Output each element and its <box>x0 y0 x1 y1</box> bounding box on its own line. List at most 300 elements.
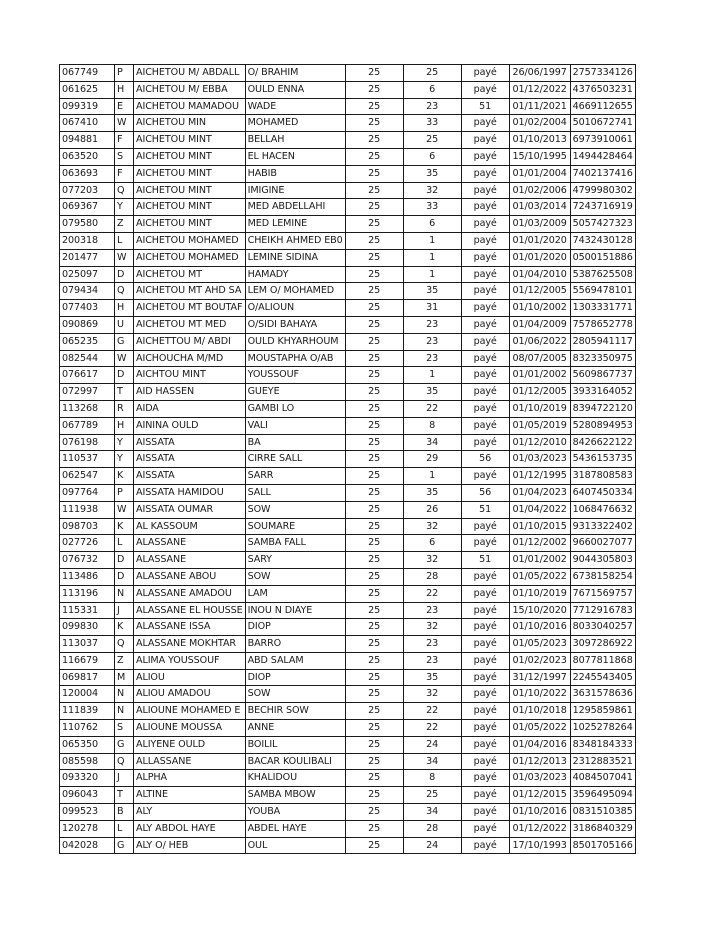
cell-class-letter: J <box>115 770 134 787</box>
table-row <box>60 216 636 233</box>
cell-date: 01/10/2019 <box>509 400 570 417</box>
cell-class-letter: Q <box>115 753 134 770</box>
cell-last-name: LEM O/ MOHAMED <box>245 283 345 300</box>
cell-id: 201477 <box>60 249 115 266</box>
cell-last-name: MOHAMED <box>245 115 345 132</box>
cell-first-name: AISSATA HAMIDOU <box>134 484 246 501</box>
cell-date: 01/05/2023 <box>509 636 570 653</box>
cell-value-2: 1 <box>403 468 461 485</box>
cell-last-name: OULD KHYARHOUM <box>245 333 345 350</box>
cell-class-letter: T <box>115 384 134 401</box>
cell-value-1: 25 <box>345 820 403 837</box>
cell-id: 093320 <box>60 770 115 787</box>
cell-date: 01/03/2023 <box>509 770 570 787</box>
cell-date: 01/05/2022 <box>509 720 570 737</box>
cell-status: payé <box>461 787 509 804</box>
cell-value-1: 25 <box>345 249 403 266</box>
cell-value-1: 25 <box>345 367 403 384</box>
cell-last-name: BECHIR SOW <box>245 703 345 720</box>
cell-last-name: YOUBA <box>245 804 345 821</box>
cell-last-name: DIOP <box>245 669 345 686</box>
cell-date: 15/10/2020 <box>509 602 570 619</box>
cell-class-letter: K <box>115 468 134 485</box>
cell-date: 01/10/2018 <box>509 703 570 720</box>
cell-value-1: 25 <box>345 602 403 619</box>
cell-number: 4376503231 <box>570 81 635 98</box>
cell-last-name: EL HACEN <box>245 148 345 165</box>
cell-status: payé <box>461 468 509 485</box>
table-row <box>60 333 636 350</box>
records-table <box>59 64 636 854</box>
cell-number: 5436153735 <box>570 451 635 468</box>
cell-value-2: 23 <box>403 333 461 350</box>
cell-value-2: 34 <box>403 804 461 821</box>
cell-value-1: 25 <box>345 434 403 451</box>
cell-status: payé <box>461 770 509 787</box>
cell-value-2: 35 <box>403 384 461 401</box>
cell-status: 51 <box>461 552 509 569</box>
cell-last-name: LEMINE SIDINA <box>245 249 345 266</box>
cell-value-1: 25 <box>345 132 403 149</box>
cell-id: 111938 <box>60 501 115 518</box>
cell-value-1: 25 <box>345 770 403 787</box>
cell-class-letter: U <box>115 316 134 333</box>
cell-date: 01/04/2022 <box>509 501 570 518</box>
cell-value-2: 22 <box>403 720 461 737</box>
cell-number: 5010672741 <box>570 115 635 132</box>
cell-last-name: OUL <box>245 837 345 854</box>
cell-date: 01/12/2010 <box>509 434 570 451</box>
cell-first-name: AL KASSOUM <box>134 518 246 535</box>
cell-value-1: 25 <box>345 316 403 333</box>
cell-id: 069367 <box>60 199 115 216</box>
cell-id: 062547 <box>60 468 115 485</box>
cell-class-letter: G <box>115 333 134 350</box>
cell-date: 01/02/2023 <box>509 652 570 669</box>
cell-status: payé <box>461 115 509 132</box>
cell-class-letter: F <box>115 132 134 149</box>
cell-number: 3596495094 <box>570 787 635 804</box>
cell-number: 7402137416 <box>570 165 635 182</box>
cell-first-name: ALIYENE OULD <box>134 736 246 753</box>
table-row <box>60 417 636 434</box>
cell-last-name: ABD SALAM <box>245 652 345 669</box>
cell-status: payé <box>461 249 509 266</box>
cell-value-1: 25 <box>345 115 403 132</box>
cell-id: 067749 <box>60 65 115 82</box>
cell-value-1: 25 <box>345 148 403 165</box>
cell-value-2: 22 <box>403 585 461 602</box>
cell-first-name: AICHETOU MINT <box>134 216 246 233</box>
cell-class-letter: N <box>115 703 134 720</box>
cell-value-2: 35 <box>403 669 461 686</box>
cell-id: 116679 <box>60 652 115 669</box>
cell-last-name: BARRO <box>245 636 345 653</box>
table-row <box>60 451 636 468</box>
cell-last-name: LAM <box>245 585 345 602</box>
cell-status: payé <box>461 568 509 585</box>
cell-first-name: AICHOUCHA M/MD <box>134 350 246 367</box>
cell-value-1: 25 <box>345 65 403 82</box>
cell-first-name: AISSATA <box>134 468 246 485</box>
table-row <box>60 703 636 720</box>
cell-last-name: SAMBA FALL <box>245 535 345 552</box>
cell-date: 01/12/2002 <box>509 535 570 552</box>
cell-value-2: 6 <box>403 535 461 552</box>
cell-id: 110537 <box>60 451 115 468</box>
cell-class-letter: J <box>115 602 134 619</box>
cell-date: 01/11/2021 <box>509 98 570 115</box>
cell-last-name: VALI <box>245 417 345 434</box>
table-row <box>60 636 636 653</box>
cell-status: 56 <box>461 451 509 468</box>
cell-class-letter: L <box>115 535 134 552</box>
table-row <box>60 232 636 249</box>
cell-first-name: AICHETOU MINT <box>134 182 246 199</box>
cell-id: 082544 <box>60 350 115 367</box>
cell-class-letter: W <box>115 350 134 367</box>
cell-value-2: 1 <box>403 266 461 283</box>
table-row <box>60 568 636 585</box>
cell-value-2: 23 <box>403 652 461 669</box>
cell-status: payé <box>461 65 509 82</box>
cell-last-name: MOUSTAPHA O/AB <box>245 350 345 367</box>
cell-date: 01/12/2022 <box>509 820 570 837</box>
cell-value-1: 25 <box>345 484 403 501</box>
cell-date: 01/12/2005 <box>509 283 570 300</box>
cell-id: 076732 <box>60 552 115 569</box>
cell-number: 0500151886 <box>570 249 635 266</box>
cell-class-letter: D <box>115 568 134 585</box>
cell-number: 6973910061 <box>570 132 635 149</box>
cell-first-name: ALIOUNE MOUSSA <box>134 720 246 737</box>
cell-number: 4799980302 <box>570 182 635 199</box>
cell-value-1: 25 <box>345 652 403 669</box>
cell-date: 01/12/2013 <box>509 753 570 770</box>
cell-class-letter: Q <box>115 636 134 653</box>
cell-status: payé <box>461 837 509 854</box>
cell-status: payé <box>461 350 509 367</box>
cell-first-name: AIDA <box>134 400 246 417</box>
cell-date: 15/10/1995 <box>509 148 570 165</box>
cell-value-1: 25 <box>345 283 403 300</box>
cell-status: payé <box>461 585 509 602</box>
cell-value-2: 23 <box>403 316 461 333</box>
cell-value-2: 8 <box>403 770 461 787</box>
cell-class-letter: Q <box>115 283 134 300</box>
cell-class-letter: H <box>115 417 134 434</box>
cell-id: 099830 <box>60 619 115 636</box>
cell-first-name: AICHETOU MINT <box>134 165 246 182</box>
cell-last-name: SAMBA MBOW <box>245 787 345 804</box>
table-row <box>60 652 636 669</box>
cell-number: 7712916783 <box>570 602 635 619</box>
table-row <box>60 316 636 333</box>
cell-value-2: 34 <box>403 753 461 770</box>
cell-value-2: 1 <box>403 367 461 384</box>
cell-id: 077203 <box>60 182 115 199</box>
cell-id: 076198 <box>60 434 115 451</box>
cell-value-1: 25 <box>345 451 403 468</box>
cell-id: 113196 <box>60 585 115 602</box>
cell-last-name: SALL <box>245 484 345 501</box>
cell-value-1: 25 <box>345 753 403 770</box>
cell-value-1: 25 <box>345 501 403 518</box>
cell-value-1: 25 <box>345 535 403 552</box>
cell-class-letter: Y <box>115 199 134 216</box>
cell-date: 01/01/2002 <box>509 552 570 569</box>
cell-status: payé <box>461 535 509 552</box>
table-row <box>60 820 636 837</box>
cell-value-2: 26 <box>403 501 461 518</box>
cell-date: 01/04/2010 <box>509 266 570 283</box>
cell-value-2: 31 <box>403 300 461 317</box>
cell-first-name: ALASSANE ABOU <box>134 568 246 585</box>
cell-number: 8348184333 <box>570 736 635 753</box>
cell-status: payé <box>461 81 509 98</box>
cell-date: 01/03/2009 <box>509 216 570 233</box>
cell-first-name: AID HASSEN <box>134 384 246 401</box>
cell-class-letter: L <box>115 232 134 249</box>
cell-number: 1025278264 <box>570 720 635 737</box>
cell-value-2: 34 <box>403 434 461 451</box>
cell-value-2: 32 <box>403 619 461 636</box>
cell-status: payé <box>461 165 509 182</box>
cell-date: 01/10/2019 <box>509 585 570 602</box>
cell-class-letter: D <box>115 266 134 283</box>
cell-first-name: AICHETOU MINT <box>134 148 246 165</box>
cell-date: 01/01/2002 <box>509 367 570 384</box>
cell-status: payé <box>461 736 509 753</box>
cell-number: 2245543405 <box>570 669 635 686</box>
cell-number: 2805941117 <box>570 333 635 350</box>
cell-last-name: BACAR KOULIBALI <box>245 753 345 770</box>
cell-number: 3097286922 <box>570 636 635 653</box>
cell-last-name: CHEIKH AHMED EB0 <box>245 232 345 249</box>
cell-first-name: ALTINE <box>134 787 246 804</box>
cell-value-1: 25 <box>345 384 403 401</box>
cell-value-1: 25 <box>345 98 403 115</box>
cell-class-letter: P <box>115 65 134 82</box>
cell-first-name: AICHETOU MAMADOU <box>134 98 246 115</box>
cell-value-2: 25 <box>403 787 461 804</box>
cell-value-1: 25 <box>345 619 403 636</box>
cell-value-1: 25 <box>345 417 403 434</box>
cell-date: 01/05/2019 <box>509 417 570 434</box>
cell-value-2: 24 <box>403 837 461 854</box>
cell-last-name: SOW <box>245 501 345 518</box>
cell-first-name: AICHETOU MIN <box>134 115 246 132</box>
cell-id: 098703 <box>60 518 115 535</box>
cell-number: 3933164052 <box>570 384 635 401</box>
cell-id: 072997 <box>60 384 115 401</box>
cell-class-letter: D <box>115 552 134 569</box>
table-row <box>60 837 636 854</box>
cell-first-name: ALIOUNE MOHAMED E <box>134 703 246 720</box>
cell-date: 01/05/2022 <box>509 568 570 585</box>
table-row <box>60 602 636 619</box>
cell-status: payé <box>461 232 509 249</box>
cell-status: payé <box>461 333 509 350</box>
cell-number: 8323350975 <box>570 350 635 367</box>
cell-class-letter: B <box>115 804 134 821</box>
cell-value-2: 28 <box>403 820 461 837</box>
cell-number: 7243716919 <box>570 199 635 216</box>
cell-first-name: ALASSANE <box>134 552 246 569</box>
cell-last-name: KHALIDOU <box>245 770 345 787</box>
table-row <box>60 165 636 182</box>
cell-number: 9044305803 <box>570 552 635 569</box>
cell-first-name: AISSATA <box>134 451 246 468</box>
table-row <box>60 787 636 804</box>
records-table-body <box>60 65 636 854</box>
cell-class-letter: T <box>115 787 134 804</box>
cell-class-letter: W <box>115 115 134 132</box>
table-row <box>60 720 636 737</box>
cell-status: payé <box>461 417 509 434</box>
cell-number: 3631578636 <box>570 686 635 703</box>
cell-value-2: 6 <box>403 148 461 165</box>
cell-class-letter: N <box>115 686 134 703</box>
cell-class-letter: G <box>115 736 134 753</box>
cell-status: payé <box>461 384 509 401</box>
cell-status: payé <box>461 804 509 821</box>
cell-class-letter: G <box>115 837 134 854</box>
cell-status: 56 <box>461 484 509 501</box>
cell-id: 063693 <box>60 165 115 182</box>
cell-first-name: ALASSANE MOKHTAR <box>134 636 246 653</box>
cell-number: 3187808583 <box>570 468 635 485</box>
cell-number: 1494428464 <box>570 148 635 165</box>
cell-number: 8501705166 <box>570 837 635 854</box>
cell-value-2: 35 <box>403 484 461 501</box>
table-row <box>60 535 636 552</box>
cell-first-name: AISSATA <box>134 434 246 451</box>
table-row <box>60 199 636 216</box>
cell-class-letter: W <box>115 249 134 266</box>
table-row <box>60 619 636 636</box>
cell-status: payé <box>461 669 509 686</box>
cell-class-letter: S <box>115 720 134 737</box>
table-row <box>60 669 636 686</box>
cell-last-name: OULD ENNA <box>245 81 345 98</box>
cell-date: 01/01/2020 <box>509 249 570 266</box>
cell-last-name: MED LEMINE <box>245 216 345 233</box>
cell-status: payé <box>461 316 509 333</box>
cell-status: payé <box>461 216 509 233</box>
cell-id: 027726 <box>60 535 115 552</box>
cell-number: 8077811868 <box>570 652 635 669</box>
cell-last-name: YOUSSOUF <box>245 367 345 384</box>
cell-last-name: IMIGINE <box>245 182 345 199</box>
cell-value-1: 25 <box>345 686 403 703</box>
table-row <box>60 283 636 300</box>
cell-date: 01/03/2023 <box>509 451 570 468</box>
cell-status: payé <box>461 820 509 837</box>
cell-date: 01/10/2016 <box>509 619 570 636</box>
cell-id: 077403 <box>60 300 115 317</box>
cell-date: 01/04/2023 <box>509 484 570 501</box>
cell-number: 2312883521 <box>570 753 635 770</box>
table-row <box>60 98 636 115</box>
cell-value-1: 25 <box>345 787 403 804</box>
cell-status: 51 <box>461 98 509 115</box>
table-row <box>60 266 636 283</box>
cell-date: 17/10/1993 <box>509 837 570 854</box>
cell-last-name: SARY <box>245 552 345 569</box>
cell-date: 01/10/2013 <box>509 132 570 149</box>
cell-last-name: DIOP <box>245 619 345 636</box>
cell-value-1: 25 <box>345 837 403 854</box>
cell-value-1: 25 <box>345 736 403 753</box>
cell-last-name: GAMBI LO <box>245 400 345 417</box>
cell-first-name: AISSATA OUMAR <box>134 501 246 518</box>
cell-value-2: 35 <box>403 165 461 182</box>
cell-first-name: ALIMA YOUSSOUF <box>134 652 246 669</box>
cell-value-1: 25 <box>345 518 403 535</box>
cell-class-letter: W <box>115 501 134 518</box>
cell-value-2: 22 <box>403 703 461 720</box>
cell-number: 8394722120 <box>570 400 635 417</box>
cell-status: payé <box>461 182 509 199</box>
cell-class-letter: K <box>115 619 134 636</box>
cell-id: 094881 <box>60 132 115 149</box>
table-row <box>60 400 636 417</box>
cell-class-letter: S <box>115 148 134 165</box>
cell-value-1: 25 <box>345 400 403 417</box>
cell-id: 067789 <box>60 417 115 434</box>
cell-id: 097764 <box>60 484 115 501</box>
cell-first-name: ALY <box>134 804 246 821</box>
table-row <box>60 367 636 384</box>
cell-value-1: 25 <box>345 636 403 653</box>
cell-value-2: 28 <box>403 568 461 585</box>
cell-value-2: 22 <box>403 400 461 417</box>
table-row <box>60 65 636 82</box>
cell-number: 3186840329 <box>570 820 635 837</box>
cell-status: payé <box>461 602 509 619</box>
cell-value-2: 23 <box>403 602 461 619</box>
cell-class-letter: Y <box>115 451 134 468</box>
cell-first-name: AICHETOU MT <box>134 266 246 283</box>
cell-number: 6738158254 <box>570 568 635 585</box>
cell-number: 5280894953 <box>570 417 635 434</box>
cell-date: 01/02/2004 <box>509 115 570 132</box>
cell-first-name: AICHETOU MOHAMED <box>134 232 246 249</box>
cell-status: payé <box>461 300 509 317</box>
cell-date: 01/10/2015 <box>509 518 570 535</box>
table-row <box>60 81 636 98</box>
cell-class-letter: H <box>115 300 134 317</box>
cell-value-2: 23 <box>403 350 461 367</box>
cell-first-name: AICHETTOU M/ ABDI <box>134 333 246 350</box>
cell-last-name: BA <box>245 434 345 451</box>
cell-last-name: SOUMARE <box>245 518 345 535</box>
cell-status: payé <box>461 652 509 669</box>
cell-value-2: 29 <box>403 451 461 468</box>
cell-number: 8426622122 <box>570 434 635 451</box>
cell-status: payé <box>461 619 509 636</box>
cell-status: payé <box>461 266 509 283</box>
cell-last-name: MED ABDELLAHI <box>245 199 345 216</box>
cell-value-1: 25 <box>345 703 403 720</box>
cell-last-name: O/SIDI BAHAYA <box>245 316 345 333</box>
cell-id: 120004 <box>60 686 115 703</box>
cell-value-1: 25 <box>345 199 403 216</box>
cell-class-letter: L <box>115 820 134 837</box>
cell-first-name: ALASSANE ISSA <box>134 619 246 636</box>
cell-last-name: ABDEL HAYE <box>245 820 345 837</box>
